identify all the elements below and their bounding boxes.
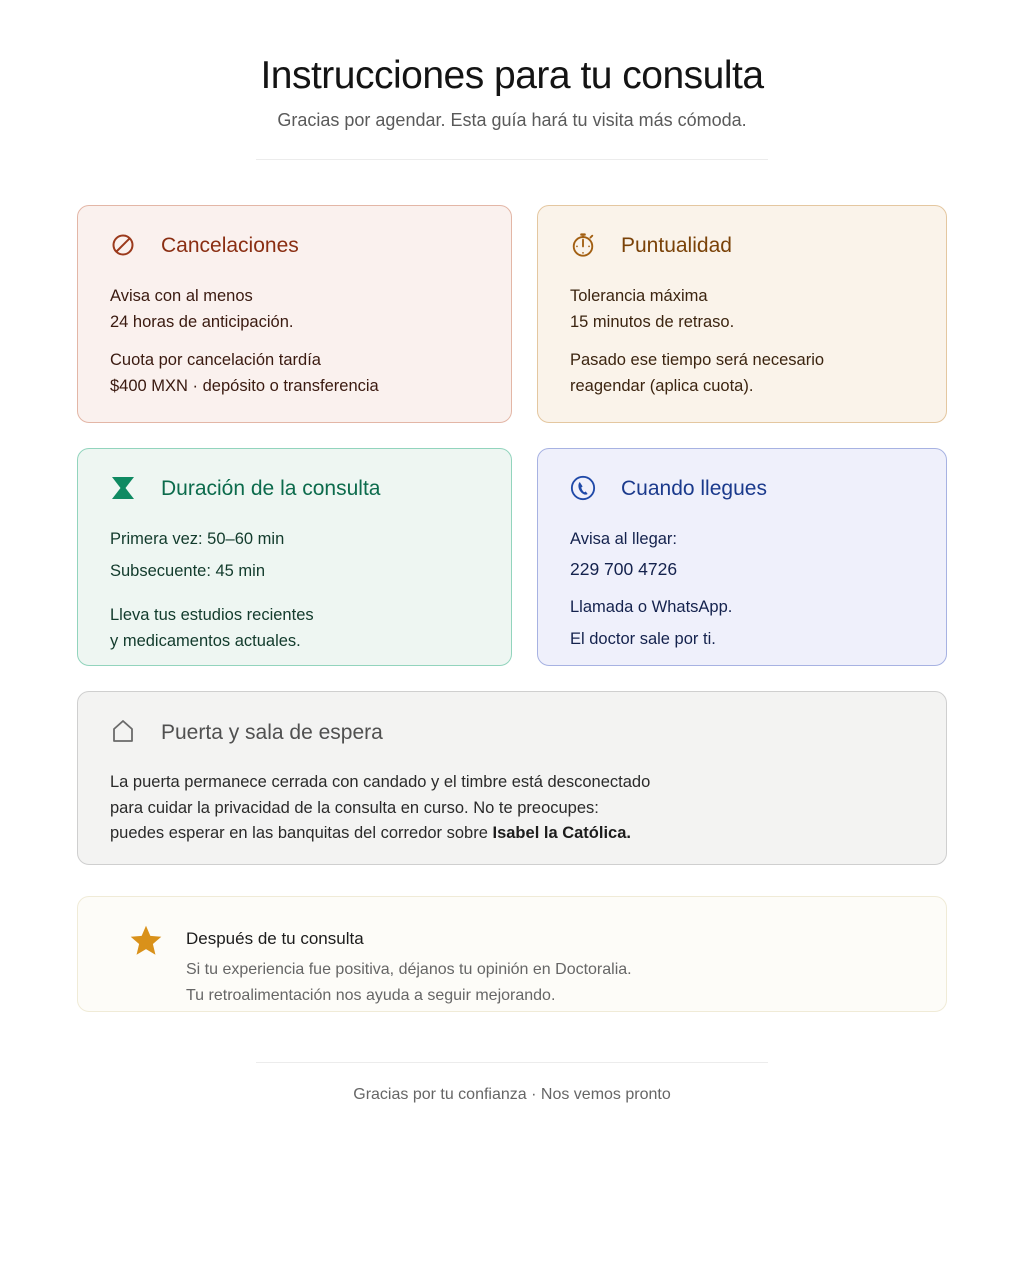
page-header (0, 52, 1024, 132)
card-puerta (77, 691, 947, 865)
card-text: Pasado ese tiempo será necesario (570, 351, 825, 369)
card-text: y medicamentos actuales. (110, 631, 301, 650)
card-text: Lleva tus estudios recientes (110, 606, 314, 624)
card-text: Subsecuente: 45 min (110, 561, 266, 580)
card-body (110, 770, 650, 847)
phone-number[interactable]: 229 700 4726 (570, 558, 678, 579)
card-text: Avisa con al menos (110, 287, 253, 305)
card-text: Primera vez: 50–60 min (110, 530, 285, 548)
page-title: Instrucciones para tu consulta (260, 54, 764, 97)
card-text: Si tu experiencia fue positiva, déjanos tu opinión en Doctoralia. (186, 961, 632, 978)
page-subtitle: Gracias por agendar. Esta guía hará tu visita más cómoda. (277, 110, 747, 130)
card-text: Tolerancia máxima (570, 287, 708, 305)
card-despues (77, 896, 947, 1012)
card-text-prefix: puedes esperar en las banquitas del corredor sobre (110, 824, 493, 842)
card-title: Cuando llegues (621, 477, 767, 500)
star-icon (128, 923, 164, 959)
stopwatch-icon (570, 232, 596, 258)
card-text: reagendar (aplica cuota). (570, 376, 754, 395)
card-title: Después de tu consulta (186, 929, 364, 948)
card-text (110, 821, 650, 847)
prohibited-icon (110, 232, 136, 258)
street-name: Isabel la Católica. (492, 824, 631, 842)
card-body (110, 284, 379, 399)
card-text: Avisa al llegar: (570, 530, 678, 548)
card-duracion (77, 448, 512, 666)
card-text: La puerta permanece cerrada con candado y el timbre está desconectado (110, 773, 651, 791)
card-body (110, 527, 314, 654)
house-icon (110, 718, 136, 744)
hourglass-icon (110, 475, 136, 501)
card-text: 15 minutos de retraso. (570, 312, 735, 331)
card-body (186, 957, 632, 1008)
card-title: Duración de la consulta (161, 477, 381, 500)
card-text: Llamada o WhatsApp. (570, 598, 733, 616)
card-text: Cuota por cancelación tardía (110, 351, 321, 369)
card-body (570, 527, 732, 652)
footer-text: Gracias por tu confianza · Nos vemos pronto (353, 1086, 671, 1103)
card-body (570, 284, 824, 399)
phone-icon (570, 475, 596, 501)
card-llegada (537, 448, 947, 666)
header-divider (256, 159, 768, 160)
card-title: Puntualidad (621, 234, 732, 257)
card-text: $400 MXN · depósito o transferencia (110, 376, 379, 395)
card-text: El doctor sale por ti. (570, 629, 716, 648)
footer-divider (256, 1062, 768, 1063)
card-title: Cancelaciones (161, 234, 299, 257)
card-puntualidad (537, 205, 947, 423)
card-cancelaciones (77, 205, 512, 423)
card-text: 24 horas de anticipación. (110, 312, 294, 331)
card-title: Puerta y sala de espera (161, 721, 383, 744)
card-text: Tu retroalimentación nos ayuda a seguir mejorando. (186, 986, 556, 1004)
card-text: para cuidar la privacidad de la consulta en curso. No te preocupes: (110, 798, 599, 817)
